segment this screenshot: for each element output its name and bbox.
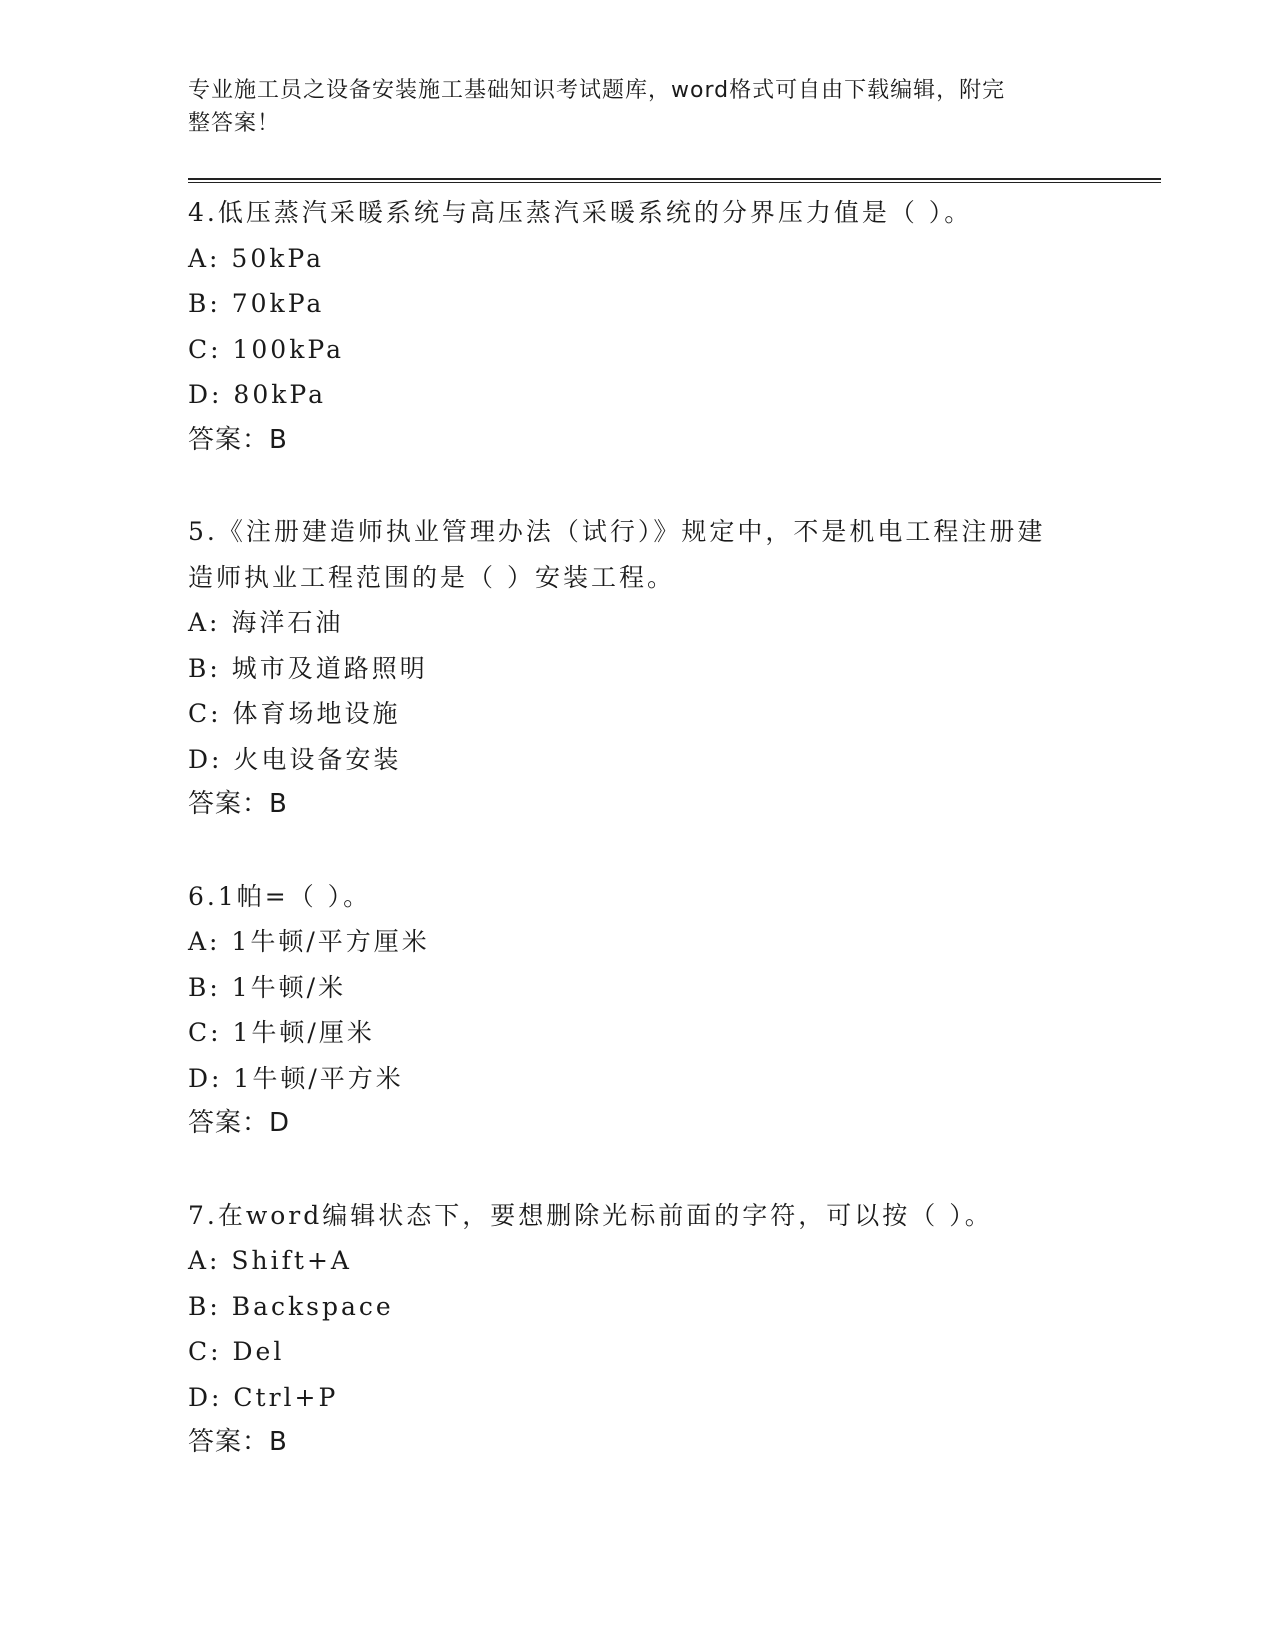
question-6 [188, 874, 1088, 1147]
option-c: C: 100kPa [188, 334, 344, 364]
question-stem: 7.在word编辑状态下，要想删除光标前面的字符，可以按（ ）。 [188, 1200, 993, 1230]
option-b: B: 1牛顿/米 [188, 972, 347, 1002]
answer-line: 答案：B [188, 789, 288, 819]
option-c: C: Del [188, 1337, 285, 1366]
option-d: D: 80kPa [188, 380, 326, 409]
question-4 [188, 190, 1088, 463]
option-b: B: 70kPa [188, 289, 325, 318]
option-c: C: 体育场地设施 [188, 699, 401, 728]
option-c: C: 1牛顿/厘米 [188, 1018, 375, 1047]
header-line-2: 整答案！ [188, 111, 281, 136]
option-d: D: 火电设备安装 [188, 744, 402, 774]
question-stem: 5.《注册建造师执业管理办法（试行）》规定中，不是机电工程注册建造师执业工程范围的是（ ）安装工程。 [188, 517, 1046, 592]
option-d: D: 1牛顿/平方米 [188, 1063, 404, 1093]
header-line-1: 专业施工员之设备安装施工基础知识考试题库，word格式可自由下载编辑，附完 [188, 78, 1006, 103]
question-list [188, 190, 1088, 1512]
answer-line: 答案：B [188, 1427, 288, 1457]
question-7 [188, 1193, 1088, 1466]
answer-line: 答案：B [188, 424, 288, 455]
option-a: A: 海洋石油 [188, 608, 344, 637]
header-divider [188, 178, 1161, 183]
option-d: D: Ctrl+P [188, 1382, 339, 1412]
option-a: A: 1牛顿/平方厘米 [188, 927, 430, 956]
question-stem: 6.1帕=（ ）。 [188, 881, 372, 911]
option-a: A: Shift+A [188, 1246, 352, 1275]
question-5 [188, 509, 1088, 828]
option-a: A: 50kPa [188, 243, 324, 273]
question-stem: 4.低压蒸汽采暖系统与高压蒸汽采暖系统的分界压力值是（ ）。 [188, 198, 973, 227]
option-b: B: Backspace [188, 1291, 394, 1321]
document-header [188, 74, 1068, 140]
option-b: B: 城市及道路照明 [188, 653, 428, 683]
answer-line: 答案：D [188, 1108, 291, 1138]
